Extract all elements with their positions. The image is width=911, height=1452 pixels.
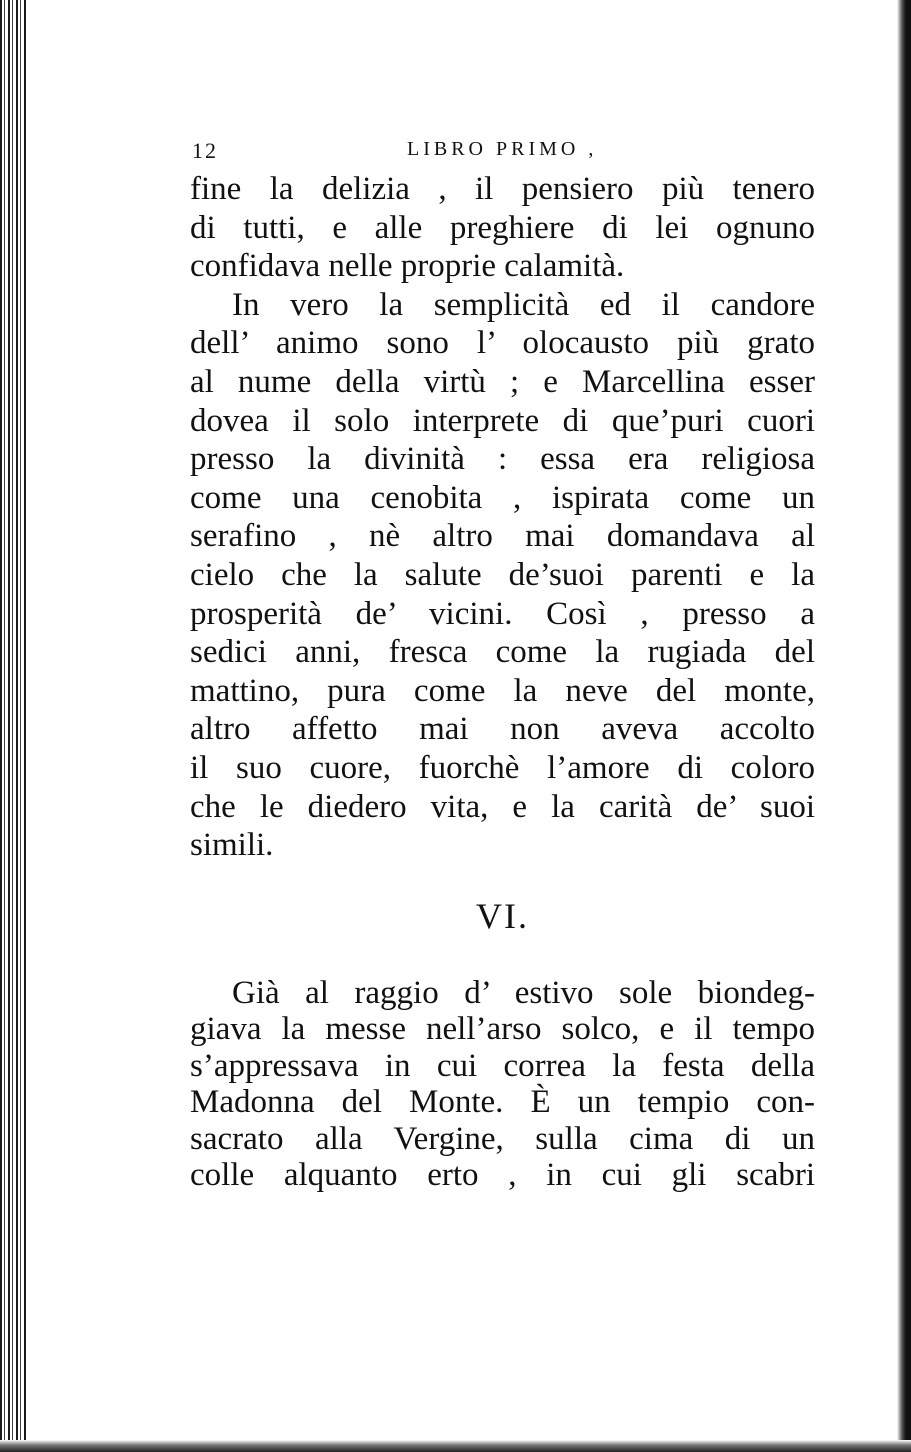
text-line: come una cenobita , ispirata come un — [190, 479, 815, 516]
text-line: Già al raggio d’ estivo sole biondeg- — [232, 975, 815, 1011]
text-line: giava la messe nell’arso solco, e il tempo — [190, 1011, 815, 1048]
text-block-upper — [190, 170, 815, 865]
page-header — [192, 138, 812, 164]
page-bottom-edge — [0, 1440, 911, 1452]
text-line: presso la divinità : essa era religiosa — [190, 441, 815, 478]
text-line: s’appressava in cui correa la festa della — [190, 1047, 815, 1084]
text-line: confidava nelle proprie calamità. — [190, 248, 625, 285]
text-line: Madonna del Monte. È un tempio con- — [190, 1084, 815, 1121]
text-line: che le diedero vita, e la carità de’ suoi — [190, 788, 815, 825]
running-head: LIBRO PRIMO , — [407, 138, 598, 160]
text-block-lower — [190, 975, 815, 1193]
text-line: mattino, pura come la neve del monte, — [190, 672, 815, 709]
text-line: sedici anni, fresca come la rugiada del — [190, 634, 815, 671]
text-line: fine la delizia , il pensiero più tenero — [190, 171, 815, 207]
text-line: simili. — [190, 827, 274, 864]
text-line: di tutti, e alle preghiere di lei ognuno — [190, 209, 815, 246]
text-line: al nume della virtù ; e Marcellina esser — [190, 363, 815, 400]
text-line: prosperità de’ vicini. Così , presso a — [190, 595, 815, 632]
section-heading: VI. — [476, 896, 529, 936]
text-line: cielo che la salute de’suoi parenti e la — [190, 556, 815, 593]
text-line: In vero la semplicità ed il candore — [232, 286, 815, 323]
page-number: 12 — [192, 138, 218, 163]
text-line: dovea il solo interprete di que’puri cuori — [190, 402, 815, 439]
text-line: serafino , nè altro mai domandava al — [190, 518, 815, 555]
text-line: il suo cuore, fuorchè l’amore di coloro — [190, 749, 815, 786]
page-right-edge — [897, 0, 911, 1452]
text-line: altro affetto mai non aveva accolto — [190, 711, 815, 748]
text-line: sacrato alla Vergine, sulla cima di un — [190, 1120, 815, 1157]
text-line: colle alquanto erto , in cui gli scabri — [190, 1156, 815, 1193]
text-line: dell’ animo sono l’ olocausto più grato — [190, 325, 815, 362]
page-binding-edge — [0, 0, 26, 1452]
